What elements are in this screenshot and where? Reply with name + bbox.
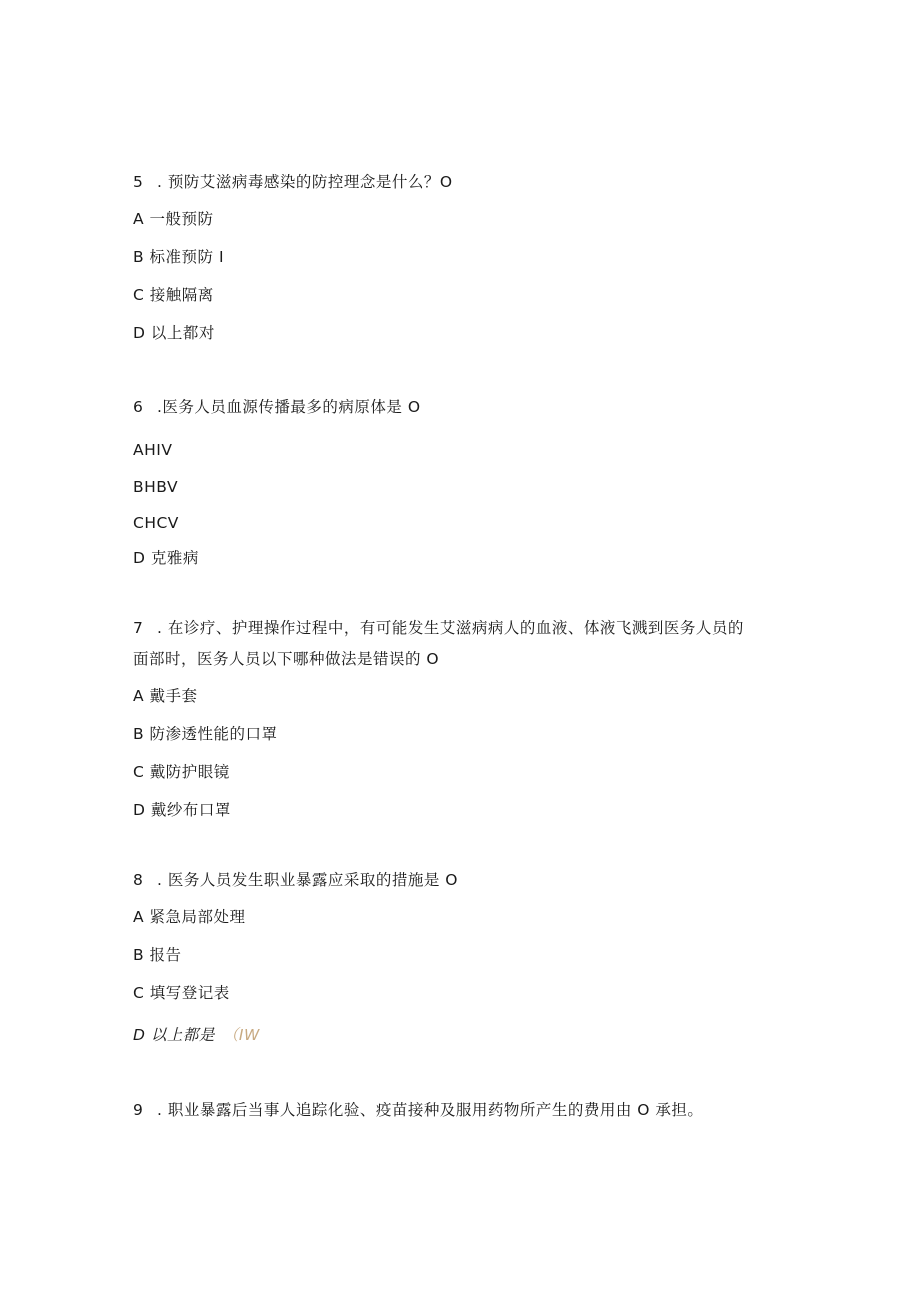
- option-8d: [133, 1024, 260, 1046]
- question-8-stem: [133, 869, 458, 891]
- question-number: 5: [133, 173, 144, 191]
- question-number: 9: [133, 1101, 144, 1119]
- question-text: .医务人员血源传播最多的病原体是 O: [157, 398, 421, 416]
- question-number: 6: [133, 398, 144, 416]
- question-7-stem-continued: 面部时，医务人员以下哪种做法是错误的 O: [133, 650, 440, 668]
- option-8b: B 报告: [133, 946, 182, 964]
- option-7b: B 防渗透性能的口罩: [133, 725, 278, 743]
- option-text: D 以上都是: [133, 1026, 215, 1044]
- question-number: 8: [133, 871, 144, 889]
- question-6-stem: [133, 396, 421, 418]
- question-5-stem: [133, 171, 453, 193]
- question-text: . 在诊疗、护理操作过程中，有可能发生艾滋病病人的血液、体液飞溅到医务人员的: [157, 619, 744, 637]
- option-7c: C 戴防护眼镜: [133, 763, 230, 781]
- option-5a: A 一般预防: [133, 210, 214, 228]
- question-number: 7: [133, 619, 144, 637]
- option-7a: A 戴手套: [133, 687, 198, 705]
- option-6a: AHIV: [133, 441, 173, 459]
- question-7-stem: [133, 617, 744, 639]
- question-text: . 医务人员发生职业暴露应采取的措施是 O: [157, 871, 458, 889]
- option-5c: C 接触隔离: [133, 286, 214, 304]
- option-8c: C 填写登记表: [133, 984, 230, 1002]
- option-5b: B 标准预防 I: [133, 248, 225, 266]
- question-text: . 职业暴露后当事人追踪化验、疫苗接种及服用药物所产生的费用由 O 承担。: [157, 1101, 704, 1119]
- option-6b: BHBV: [133, 478, 179, 496]
- option-8a: A 紧急局部处理: [133, 908, 246, 926]
- option-7d: D 戴纱布口罩: [133, 801, 231, 819]
- option-6d: D 克雅病: [133, 549, 199, 567]
- question-9-stem: [133, 1099, 703, 1121]
- option-6c: CHCV: [133, 514, 179, 532]
- question-text: . 预防艾滋病毒感染的防控理念是什么？O: [157, 173, 453, 191]
- option-5d: D 以上都对: [133, 324, 215, 342]
- answer-mark: （IW: [222, 1026, 260, 1044]
